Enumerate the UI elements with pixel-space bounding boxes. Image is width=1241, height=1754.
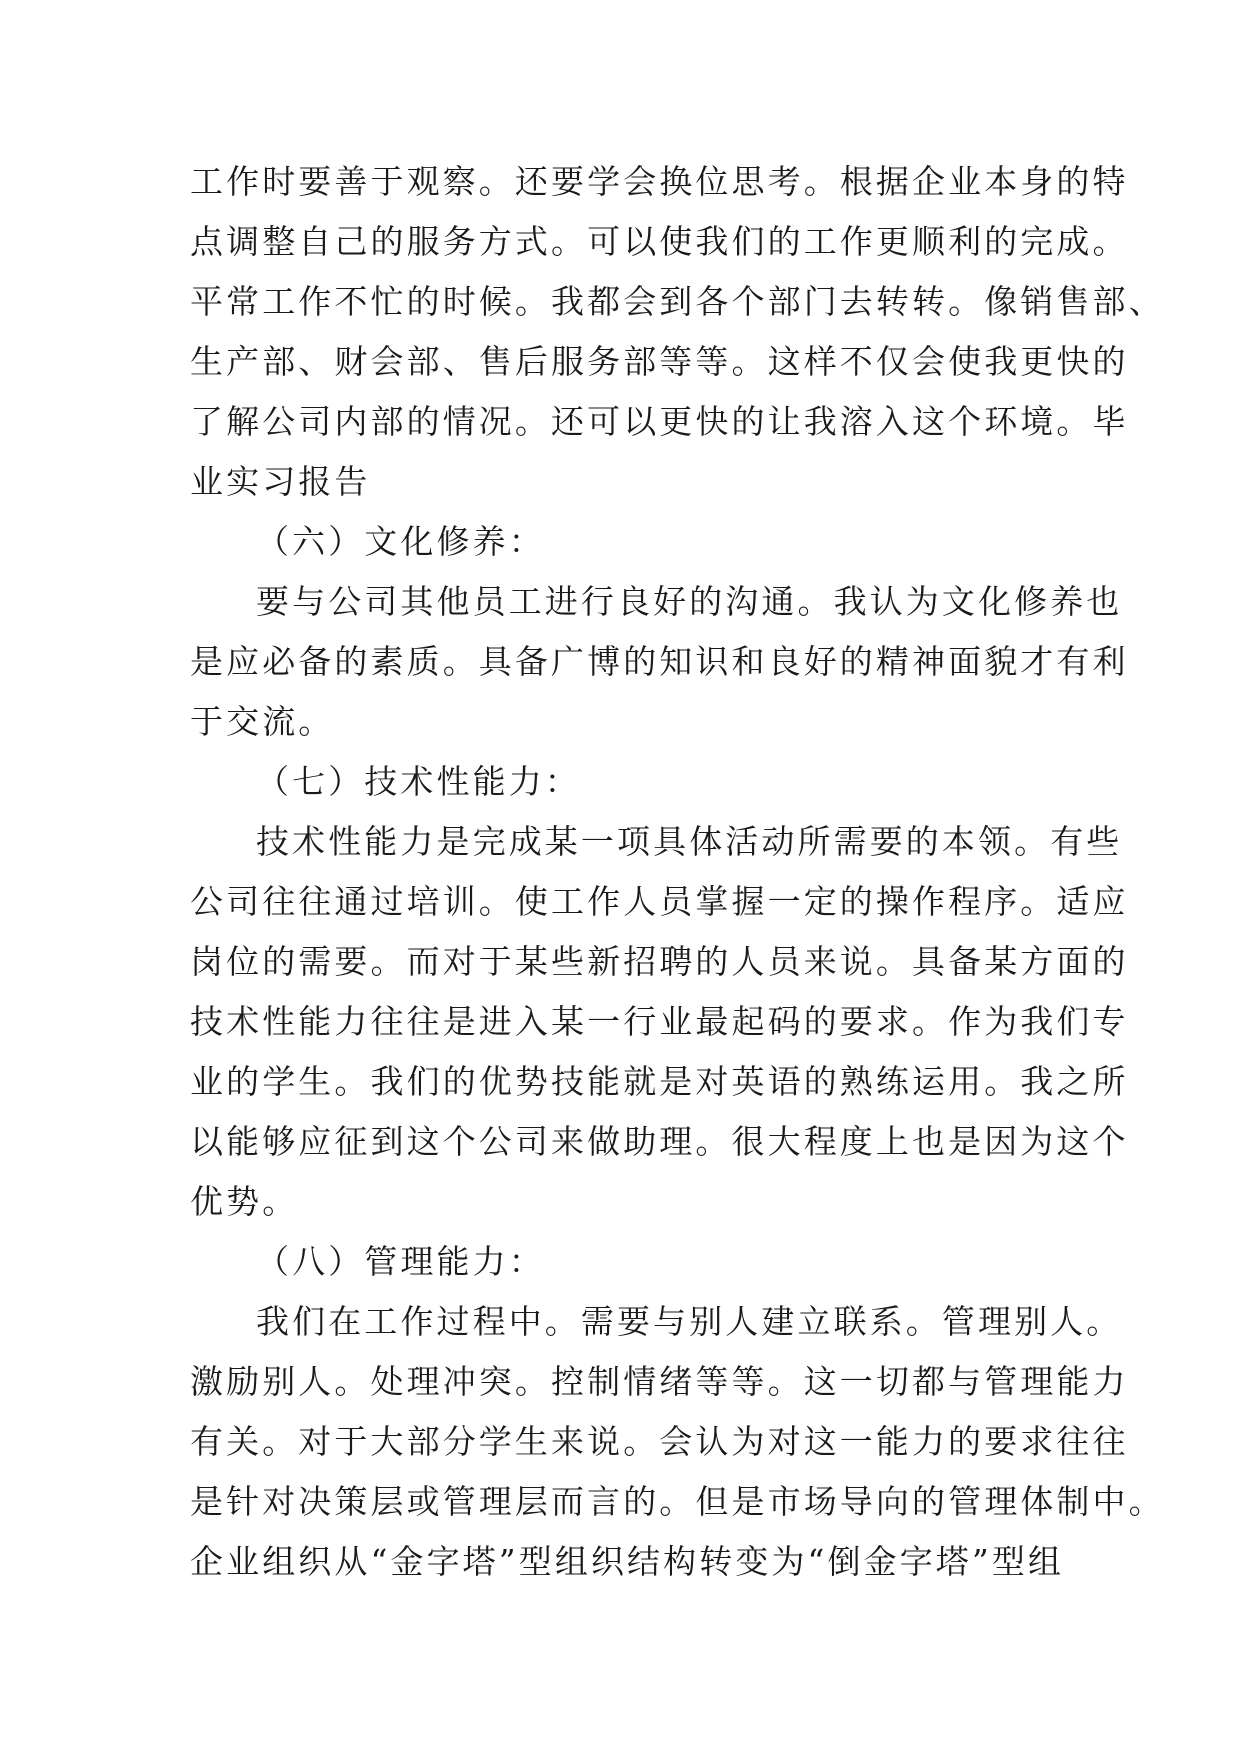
section-heading-technical: （七）技术性能力： — [256, 762, 581, 801]
body-line: 以能够应征到这个公司来做助理。很大程度上也是因为这个 — [190, 1122, 1129, 1161]
body-line: 岗位的需要。而对于某些新招聘的人员来说。具备某方面的 — [190, 942, 1129, 981]
body-line: 于交流。 — [190, 702, 335, 741]
paragraph-first-line: 技术性能力是完成某一项具体活动所需要的本领。有些 — [256, 822, 1123, 861]
document-page — [190, 152, 1165, 1592]
body-line: 技术性能力往往是进入某一行业最起码的要求。作为我们专 — [190, 1002, 1129, 1041]
body-line: 点调整自己的服务方式。可以使我们的工作更顺利的完成。 — [190, 222, 1129, 261]
body-line: 有关。对于大部分学生来说。会认为对这一能力的要求往往 — [190, 1422, 1129, 1461]
body-line: 是针对决策层或管理层而言的。但是市场导向的管理体制中。 — [190, 1482, 1165, 1521]
body-line: 公司往往通过培训。使工作人员掌握一定的操作程序。适应 — [190, 882, 1129, 921]
body-line: 企业组织从“金字塔”型组织结构转变为“倒金字塔”型组 — [190, 1542, 1065, 1581]
section-heading-management: （八）管理能力： — [256, 1242, 545, 1281]
body-line: 激励别人。处理冲突。控制情绪等等。这一切都与管理能力 — [190, 1362, 1129, 1401]
paragraph-first-line: 我们在工作过程中。需要与别人建立联系。管理别人。 — [256, 1302, 1123, 1341]
body-line: 业实习报告 — [190, 462, 371, 501]
body-line: 生产部、财会部、售后服务部等等。这样不仅会使我更快的 — [190, 342, 1129, 381]
body-line: 工作时要善于观察。还要学会换位思考。根据企业本身的特 — [190, 162, 1129, 201]
body-line: 优势。 — [190, 1182, 299, 1221]
body-line: 平常工作不忙的时候。我都会到各个部门去转转。像销售部、 — [190, 282, 1165, 321]
body-line: 业的学生。我们的优势技能就是对英语的熟练运用。我之所 — [190, 1062, 1129, 1101]
paragraph-first-line: 要与公司其他员工进行良好的沟通。我认为文化修养也 — [256, 582, 1123, 621]
body-line: 了解公司内部的情况。还可以更快的让我溶入这个环境。毕 — [190, 402, 1129, 441]
section-heading-culture: （六）文化修养： — [256, 522, 545, 561]
body-line: 是应必备的素质。具备广博的知识和良好的精神面貌才有利 — [190, 642, 1129, 681]
